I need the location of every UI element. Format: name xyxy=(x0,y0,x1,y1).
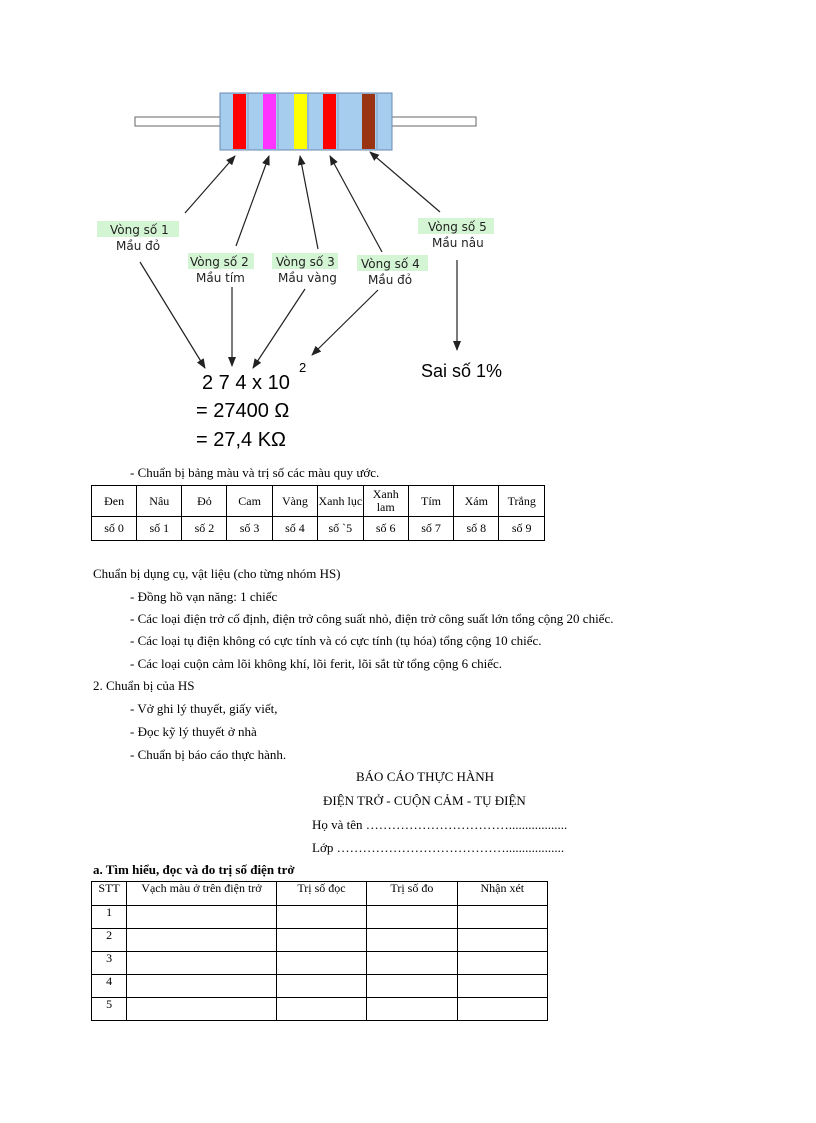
arrow-band3 xyxy=(300,156,318,249)
empty-cell[interactable] xyxy=(367,975,457,998)
table-row xyxy=(92,906,548,929)
arrow-to-exponent xyxy=(312,290,378,355)
resistor-band-4 xyxy=(323,94,336,149)
header-cell: STT xyxy=(92,882,127,906)
resistor-report-table xyxy=(91,881,548,1021)
empty-cell[interactable] xyxy=(367,952,457,975)
arrow-band4 xyxy=(330,156,382,252)
label-band3-color: Mầu vàng xyxy=(278,271,337,285)
row-number: 4 xyxy=(92,975,127,998)
value-cell: số `5 xyxy=(318,517,363,541)
empty-cell[interactable] xyxy=(457,929,547,952)
empty-cell[interactable] xyxy=(127,929,277,952)
arrow-to-digit3 xyxy=(253,289,305,368)
empty-cell[interactable] xyxy=(127,998,277,1021)
value-cell: số 4 xyxy=(272,517,317,541)
row-number: 3 xyxy=(92,952,127,975)
row-number: 1 xyxy=(92,906,127,929)
report-subtitle: ĐIỆN TRỞ - CUỘN CẢM - TỤ ĐIỆN xyxy=(323,793,526,808)
formula-exponent: 2 xyxy=(299,360,307,375)
resistor-band-2 xyxy=(263,94,276,149)
resistor-diagram xyxy=(0,0,816,460)
formula-line1: 2 7 4 x 10 xyxy=(202,372,290,394)
empty-cell[interactable] xyxy=(276,906,366,929)
label-band2-title: Vòng số 2 xyxy=(190,255,249,269)
color-value-row xyxy=(92,517,545,541)
color-name-row xyxy=(92,486,545,517)
label-band4-color: Mầu đỏ xyxy=(368,273,413,287)
color-cell: Đỏ xyxy=(182,486,227,517)
empty-cell[interactable] xyxy=(367,906,457,929)
empty-cell[interactable] xyxy=(127,906,277,929)
empty-cell[interactable] xyxy=(276,952,366,975)
table-row xyxy=(92,975,548,998)
value-cell: số 1 xyxy=(137,517,182,541)
arrow-band1 xyxy=(185,156,235,213)
row-number: 5 xyxy=(92,998,127,1021)
name-line: Họ và tên …………………………….................. xyxy=(312,817,568,832)
tolerance-text: Sai số 1% xyxy=(421,361,503,381)
empty-cell[interactable] xyxy=(367,998,457,1021)
value-cell: số 3 xyxy=(227,517,272,541)
value-cell: số 0 xyxy=(92,517,137,541)
value-cell: số 8 xyxy=(454,517,499,541)
section-a-heading: a. Tìm hiểu, đọc và đo trị số điện trở xyxy=(93,862,295,877)
label-band1-title: Vòng số 1 xyxy=(110,223,169,237)
resistor-band-5 xyxy=(362,94,375,149)
resistor-lead-right xyxy=(392,117,476,126)
report-header-row xyxy=(92,882,548,906)
color-code-table xyxy=(91,485,545,541)
table-row xyxy=(92,929,548,952)
empty-cell[interactable] xyxy=(276,998,366,1021)
prep-item: - Các loại điện trở cố định, điện trở công suất nhỏ, điện trở công suất lớn tổng cộng 20 chiếc. xyxy=(130,611,614,626)
header-cell: Trị số đo xyxy=(367,882,457,906)
formula-line3: = 27,4 KΩ xyxy=(196,429,287,451)
value-cell: số 9 xyxy=(499,517,545,541)
formula-line2: = 27400 Ω xyxy=(196,400,290,422)
empty-cell[interactable] xyxy=(457,998,547,1021)
prep-heading: Chuẩn bị dụng cụ, vật liệu (cho từng nhóm HS) xyxy=(93,566,341,581)
color-cell: Tím xyxy=(408,486,453,517)
header-cell: Vạch màu ở trên điện trở xyxy=(127,882,277,906)
color-cell: Đen xyxy=(92,486,137,517)
value-cell: số 6 xyxy=(363,517,408,541)
empty-cell[interactable] xyxy=(367,929,457,952)
label-band2-color: Mầu tím xyxy=(196,271,245,285)
empty-cell[interactable] xyxy=(457,906,547,929)
label-band5-color: Mầu nâu xyxy=(432,236,484,250)
color-cell: Xám xyxy=(454,486,499,517)
empty-cell[interactable] xyxy=(457,975,547,998)
class-line: Lớp ………………………………….................. xyxy=(312,840,565,855)
empty-cell[interactable] xyxy=(276,929,366,952)
table-row xyxy=(92,952,548,975)
label-band4-title: Vòng số 4 xyxy=(361,257,420,271)
row-number: 2 xyxy=(92,929,127,952)
empty-cell[interactable] xyxy=(127,975,277,998)
prep-item: - Đồng hồ vạn năng: 1 chiếc xyxy=(130,589,278,604)
value-cell: số 2 xyxy=(182,517,227,541)
student-prep-item: - Đọc kỹ lý thuyết ở nhà xyxy=(130,724,257,739)
empty-cell[interactable] xyxy=(457,952,547,975)
color-note: - Chuẩn bị bảng màu và trị số các màu quy ước. xyxy=(130,465,380,480)
color-cell: Trắng xyxy=(499,486,545,517)
color-cell: Xanh lam xyxy=(363,486,408,517)
label-band3-title: Vòng số 3 xyxy=(276,255,335,269)
empty-cell[interactable] xyxy=(127,952,277,975)
student-prep-item: - Vở ghi lý thuyết, giấy viết, xyxy=(130,701,278,716)
value-cell: số 7 xyxy=(408,517,453,541)
student-prep-heading: 2. Chuẩn bị của HS xyxy=(93,678,195,693)
resistor-lead-left xyxy=(135,117,221,126)
color-cell: Cam xyxy=(227,486,272,517)
header-cell: Nhận xét xyxy=(457,882,547,906)
header-cell: Trị số đọc xyxy=(276,882,366,906)
label-band1-color: Mầu đỏ xyxy=(116,239,161,253)
arrow-band2 xyxy=(236,156,269,246)
color-cell: Vàng xyxy=(272,486,317,517)
color-cell: Nâu xyxy=(137,486,182,517)
color-cell: Xanh lục xyxy=(318,486,363,517)
prep-item: - Các loại tụ điện không có cực tính và có cực tính (tụ hóa) tổng cộng 10 chiếc. xyxy=(130,633,542,648)
student-prep-item: - Chuẩn bị báo cáo thực hành. xyxy=(130,747,287,762)
table-row xyxy=(92,998,548,1021)
resistor-band-1 xyxy=(233,94,246,149)
prep-item: - Các loại cuộn cảm lõi không khí, lõi ferit, lõi sắt từ tổng cộng 6 chiếc. xyxy=(130,656,503,671)
resistor-band-3 xyxy=(294,94,307,149)
label-band5-title: Vòng số 5 xyxy=(428,220,487,234)
empty-cell[interactable] xyxy=(276,975,366,998)
report-title: BÁO CÁO THỰC HÀNH xyxy=(356,769,495,784)
arrow-band5 xyxy=(370,152,440,212)
